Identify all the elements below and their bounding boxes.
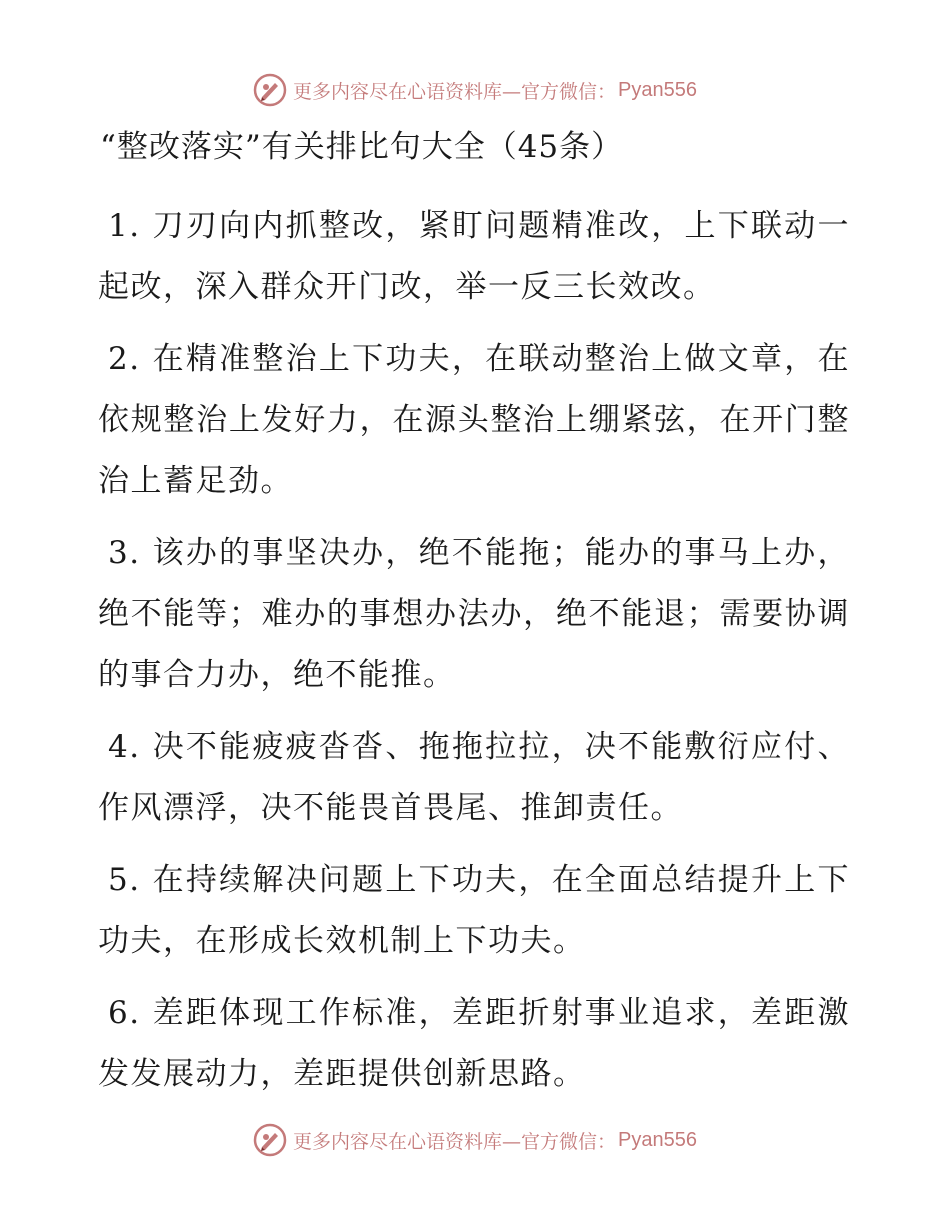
banner-site-text: 更多内容尽在心语资料库—官方微信：: [293, 80, 617, 103]
document-title: “整改落实”有关排比句大全（45条）: [100, 129, 624, 165]
banner-wechat-id: Pyan556: [618, 1128, 697, 1151]
banner-site-text: 更多内容尽在心语资料库—官方微信：: [293, 1130, 617, 1153]
list-item: 4. 决不能疲疲沓沓、拖拖拉拉，决不能敷衍应付、作风漂浮，决不能畏首畏尾、推卸责任。: [98, 729, 850, 826]
list-item: 1. 刀刃向内抓整改，紧盯问题精准改，上下联动一起改，深入群众开门改，举一反三长效改。: [98, 208, 850, 305]
pen-logo-icon: [253, 1123, 287, 1157]
sentence-list: [98, 196, 850, 1116]
pen-logo-icon: [253, 73, 287, 107]
list-item: 3. 该办的事坚决办，绝不能拖；能办的事马上办，绝不能等；难办的事想办法办，绝不能退；需要协调的事合力办，绝不能推。: [98, 535, 850, 693]
header-watermark-banner: [0, 70, 950, 110]
list-item: 5. 在持续解决问题上下功夫，在全面总结提升上下功夫，在形成长效机制上下功夫。: [98, 862, 850, 959]
footer-watermark-banner: [0, 1120, 950, 1160]
list-item: 2. 在精准整治上下功夫，在联动整治上做文章，在依规整治上发好力，在源头整治上绷紧弦，在开门整治上蓄足劲。: [98, 341, 850, 499]
banner-wechat-id: Pyan556: [618, 78, 697, 101]
list-item: 6. 差距体现工作标准，差距折射事业追求，差距激发发展动力，差距提供创新思路。: [98, 995, 850, 1092]
